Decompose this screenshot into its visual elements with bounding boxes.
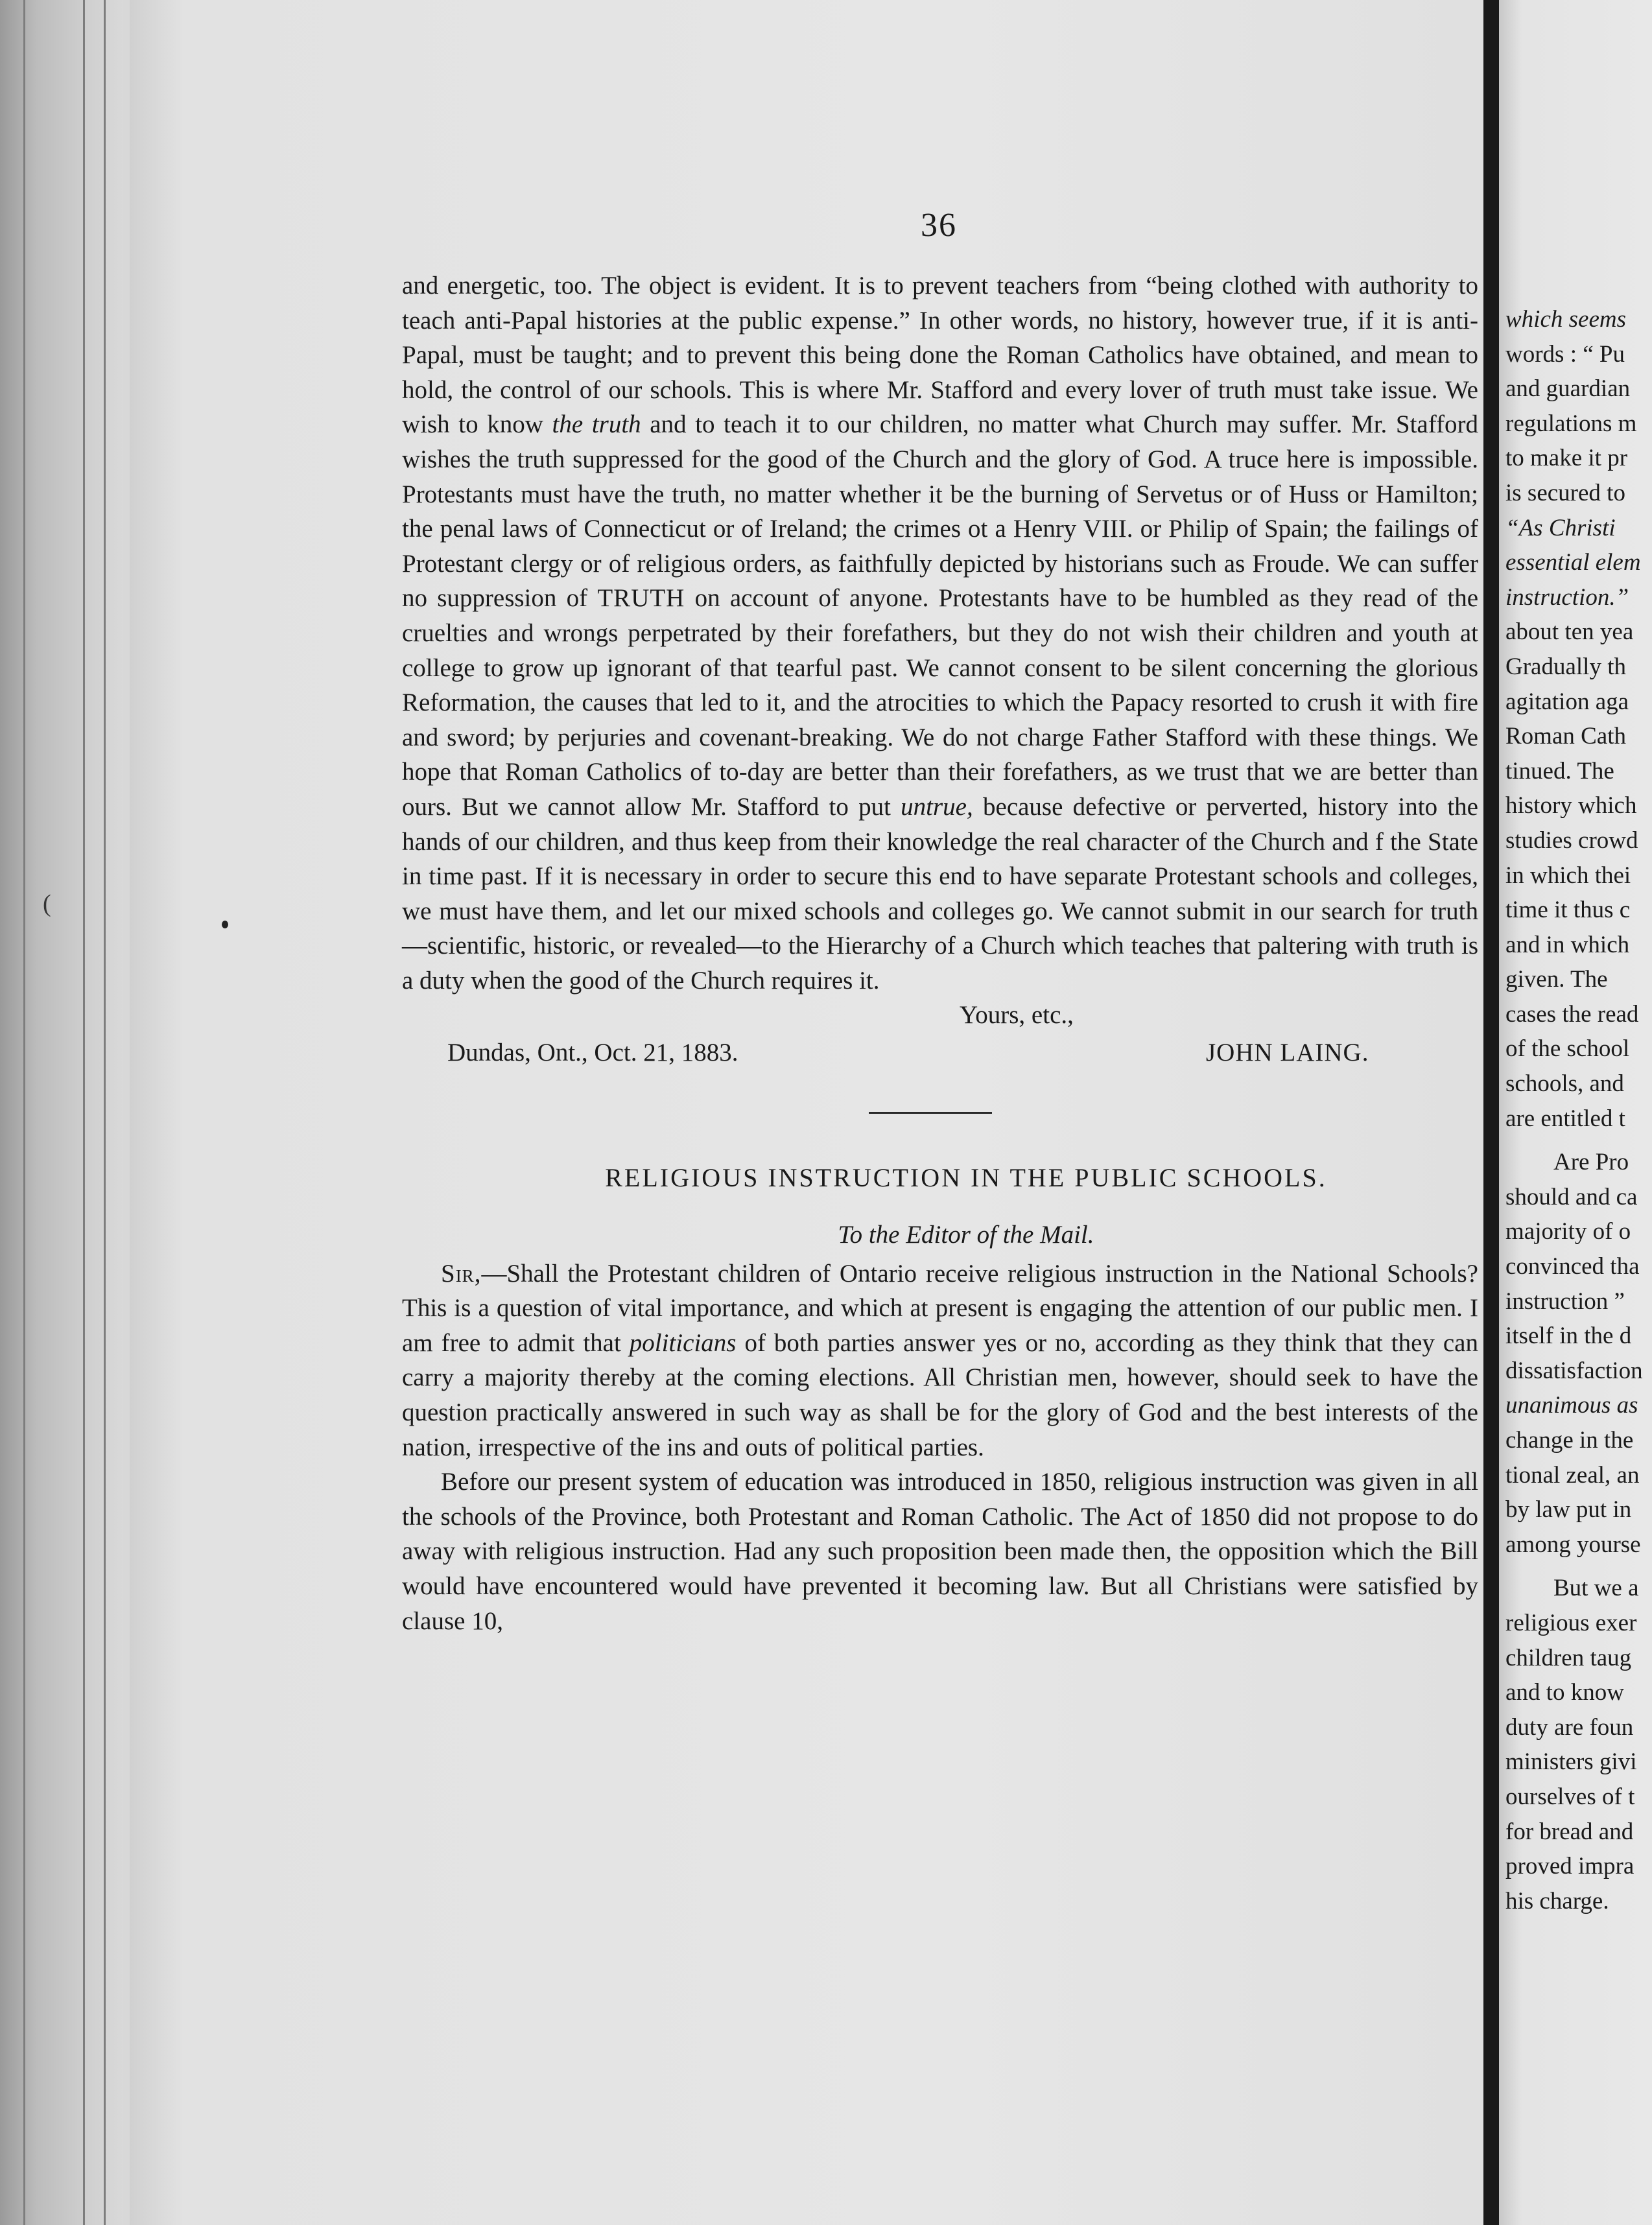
main-text-column — [402, 268, 1478, 1638]
right-page-line: unanimous as — [1505, 1392, 1638, 1419]
emphasis-text: the truth — [552, 410, 641, 439]
edge-line — [23, 0, 25, 2225]
section-divider — [869, 1112, 992, 1114]
right-page-line: should and ca — [1505, 1183, 1638, 1210]
edge-line — [104, 0, 106, 2225]
right-page-line: ourselves of t — [1505, 1783, 1635, 1810]
page-gutter — [1483, 0, 1499, 2225]
signature: JOHN LAING. — [1206, 1039, 1369, 1067]
right-page-line: children taug — [1505, 1644, 1632, 1671]
ink-dot — [222, 921, 228, 928]
book-binding-edge — [0, 0, 123, 2225]
right-page-line: and in which — [1505, 931, 1630, 958]
right-page-line: ministers givi — [1505, 1748, 1637, 1776]
right-page-line: schools, and — [1505, 1070, 1624, 1098]
right-page-line: essential elem — [1505, 549, 1641, 576]
to-editor-line: To the Editor of the Mail. — [838, 1221, 1094, 1249]
right-page-line: tinued. The — [1505, 757, 1614, 784]
right-page-line: instruction ” — [1505, 1288, 1625, 1315]
right-page-line: in which thei — [1505, 862, 1631, 889]
right-page-line: given. The — [1505, 966, 1608, 993]
right-page-line: Are Pro — [1553, 1149, 1629, 1176]
letter-signoff — [402, 998, 1478, 1073]
right-page-line: which seems — [1505, 306, 1626, 333]
right-page-line: words : “ Pu — [1505, 340, 1625, 368]
right-page-line: by law put in — [1505, 1496, 1632, 1524]
right-page-line: his charge. — [1505, 1887, 1609, 1914]
right-page-line: and guardian — [1505, 375, 1631, 403]
closing: Yours, etc., — [960, 1001, 1074, 1030]
salutation: Sir, — [441, 1259, 482, 1288]
right-page-line: agitation aga — [1505, 688, 1629, 715]
emphasis-text: TRUTH — [597, 584, 685, 613]
right-page-line: history which — [1505, 792, 1637, 819]
right-page-line: majority of o — [1505, 1218, 1631, 1245]
emphasis-text: politicians — [629, 1328, 737, 1357]
line-gap — [1505, 1136, 1652, 1145]
right-page-line: cases the read — [1505, 1000, 1639, 1028]
right-page-line: of the school — [1505, 1035, 1630, 1063]
right-page-line: are entitled t — [1505, 1105, 1625, 1132]
letter-one-paragraph: and energetic, too. The object is evident. It is to prevent teachers from “being clothed with authority to teach anti-Papal histories at the public expense.” In other words, no history, however true, if it is anti-Papal, must be taught; and to prevent this being done the Roman Catholics have obtained, and mean to hold, the control of our schools. This is where Mr. Stafford and every lover of truth must take issue. We wish to know the truth and to teach it to our children, no matter what Church may suffer. Mr. Stafford wishes the truth suppressed for the good of the Church and the glory of God. A truce here is impossible. Protestants must have the truth, no matter whether it be the burning of Servetus or of Huss or Hamilton; the penal laws of Connecticut or of Ireland; the crimes ot a Henry VIII. or Philip of Spain; the failings of Protestant clergy or of religious orders, as faithfully depicted by historians such as Froude. We can suffer no suppression of TRUTH on account of anyone. Protestants have to be humbled as they read of the cruelties and wrongs perpetrated by their forefathers, but they do not wish their children and youth at college to grow up ignorant of that tearful past. We cannot consent to be silent concerning the glorious Reformation, the causes that led to it, and the atrocities to which the Papacy resorted to crush it with fire and sword; by perjuries and covenant-breaking. We do not charge Father Stafford with these things. We hope that Roman Catholics of to-day are better than their forefathers, as we trust that we are better than ours. But we cannot allow Mr. Stafford to put untrue, because defective or perverted, history into the hands of our children, and thus keep from their knowledge the real character of the Church and f the State in time past. If it is necessary in order to secure this end to have separate Protestant schools and colleges, we must have them, and let our mixed schools and colleges go. We cannot submit in our search for truth—scientific, historic, or revealed—to the Hierarchy of a Church which teaches that paltering with truth is a duty when the good of the Church requires it. — [402, 272, 1479, 995]
right-page-line: to make it pr — [1505, 445, 1628, 472]
paragraph-1-text: —Shall the Protestant children of Ontario receive religious instruction in the National Schools? This is a question of vital importance, and which at present is engaging the attention of our public men. I am free to admit that politicians of both parties answer yes or no, according as they think that they can carry a majority thereby at the coming elections. All Christian men, however, should seek to have the question practically answered in such way as shall be for the glory of God and the best interests of the nation, irrespective of the ins and outs of political parties. — [402, 1259, 1478, 1461]
right-page-text — [1505, 302, 1652, 1918]
letter-two-paragraph-1 — [402, 1256, 1478, 1465]
right-page-line: But we a — [1553, 1575, 1639, 1602]
right-page-line: tional zeal, an — [1505, 1461, 1640, 1489]
right-page-line: for bread and — [1505, 1818, 1634, 1845]
right-page-line: Roman Cath — [1505, 723, 1627, 750]
section-title: RELIGIOUS INSTRUCTION IN THE PUBLIC SCHOOLS. — [605, 1163, 1327, 1193]
page-number: 36 — [921, 207, 957, 244]
right-page-line: itself in the d — [1505, 1323, 1632, 1350]
right-page-line: is secured to — [1505, 479, 1625, 506]
right-page-line: Gradually th — [1505, 653, 1626, 680]
right-page-line: dissatisfaction — [1505, 1357, 1643, 1384]
right-page-line: instruction.” — [1505, 583, 1629, 611]
letter-two-paragraph-2: Before our present system of education was introduced in 1850, religious instruction was given in all the schools of the Province, both Protestant and Roman Catholic. The Act of 1850 did not propose to do away with religious instruction. Had any such proposition been made then, the opposition which the Bill would have encountered would have prevented it becoming law. But all Christians were satisfied by clause 10, — [402, 1468, 1478, 1635]
right-page-line: among yourse — [1505, 1531, 1641, 1558]
right-page-line: and to know — [1505, 1679, 1624, 1706]
right-page-line: proved impra — [1505, 1853, 1634, 1880]
right-page-line: “As Christi — [1505, 514, 1616, 541]
dateline: Dundas, Ont., Oct. 21, 1883. — [447, 1039, 738, 1067]
right-page-line: convinced tha — [1505, 1253, 1640, 1280]
margin-mark: ( — [43, 890, 51, 917]
right-page-line: studies crowd — [1505, 827, 1638, 854]
line-gap — [1505, 1562, 1652, 1571]
edge-line — [83, 0, 85, 2225]
right-page-line: religious exer — [1505, 1609, 1637, 1636]
right-page-line: about ten yea — [1505, 618, 1634, 646]
right-page-line: change in the — [1505, 1427, 1634, 1454]
right-page-line: duty are foun — [1505, 1713, 1634, 1741]
emphasis-text: untrue, — [901, 792, 973, 821]
right-page-line: time it thus c — [1505, 897, 1631, 924]
right-page-line: regulations m — [1505, 410, 1637, 437]
